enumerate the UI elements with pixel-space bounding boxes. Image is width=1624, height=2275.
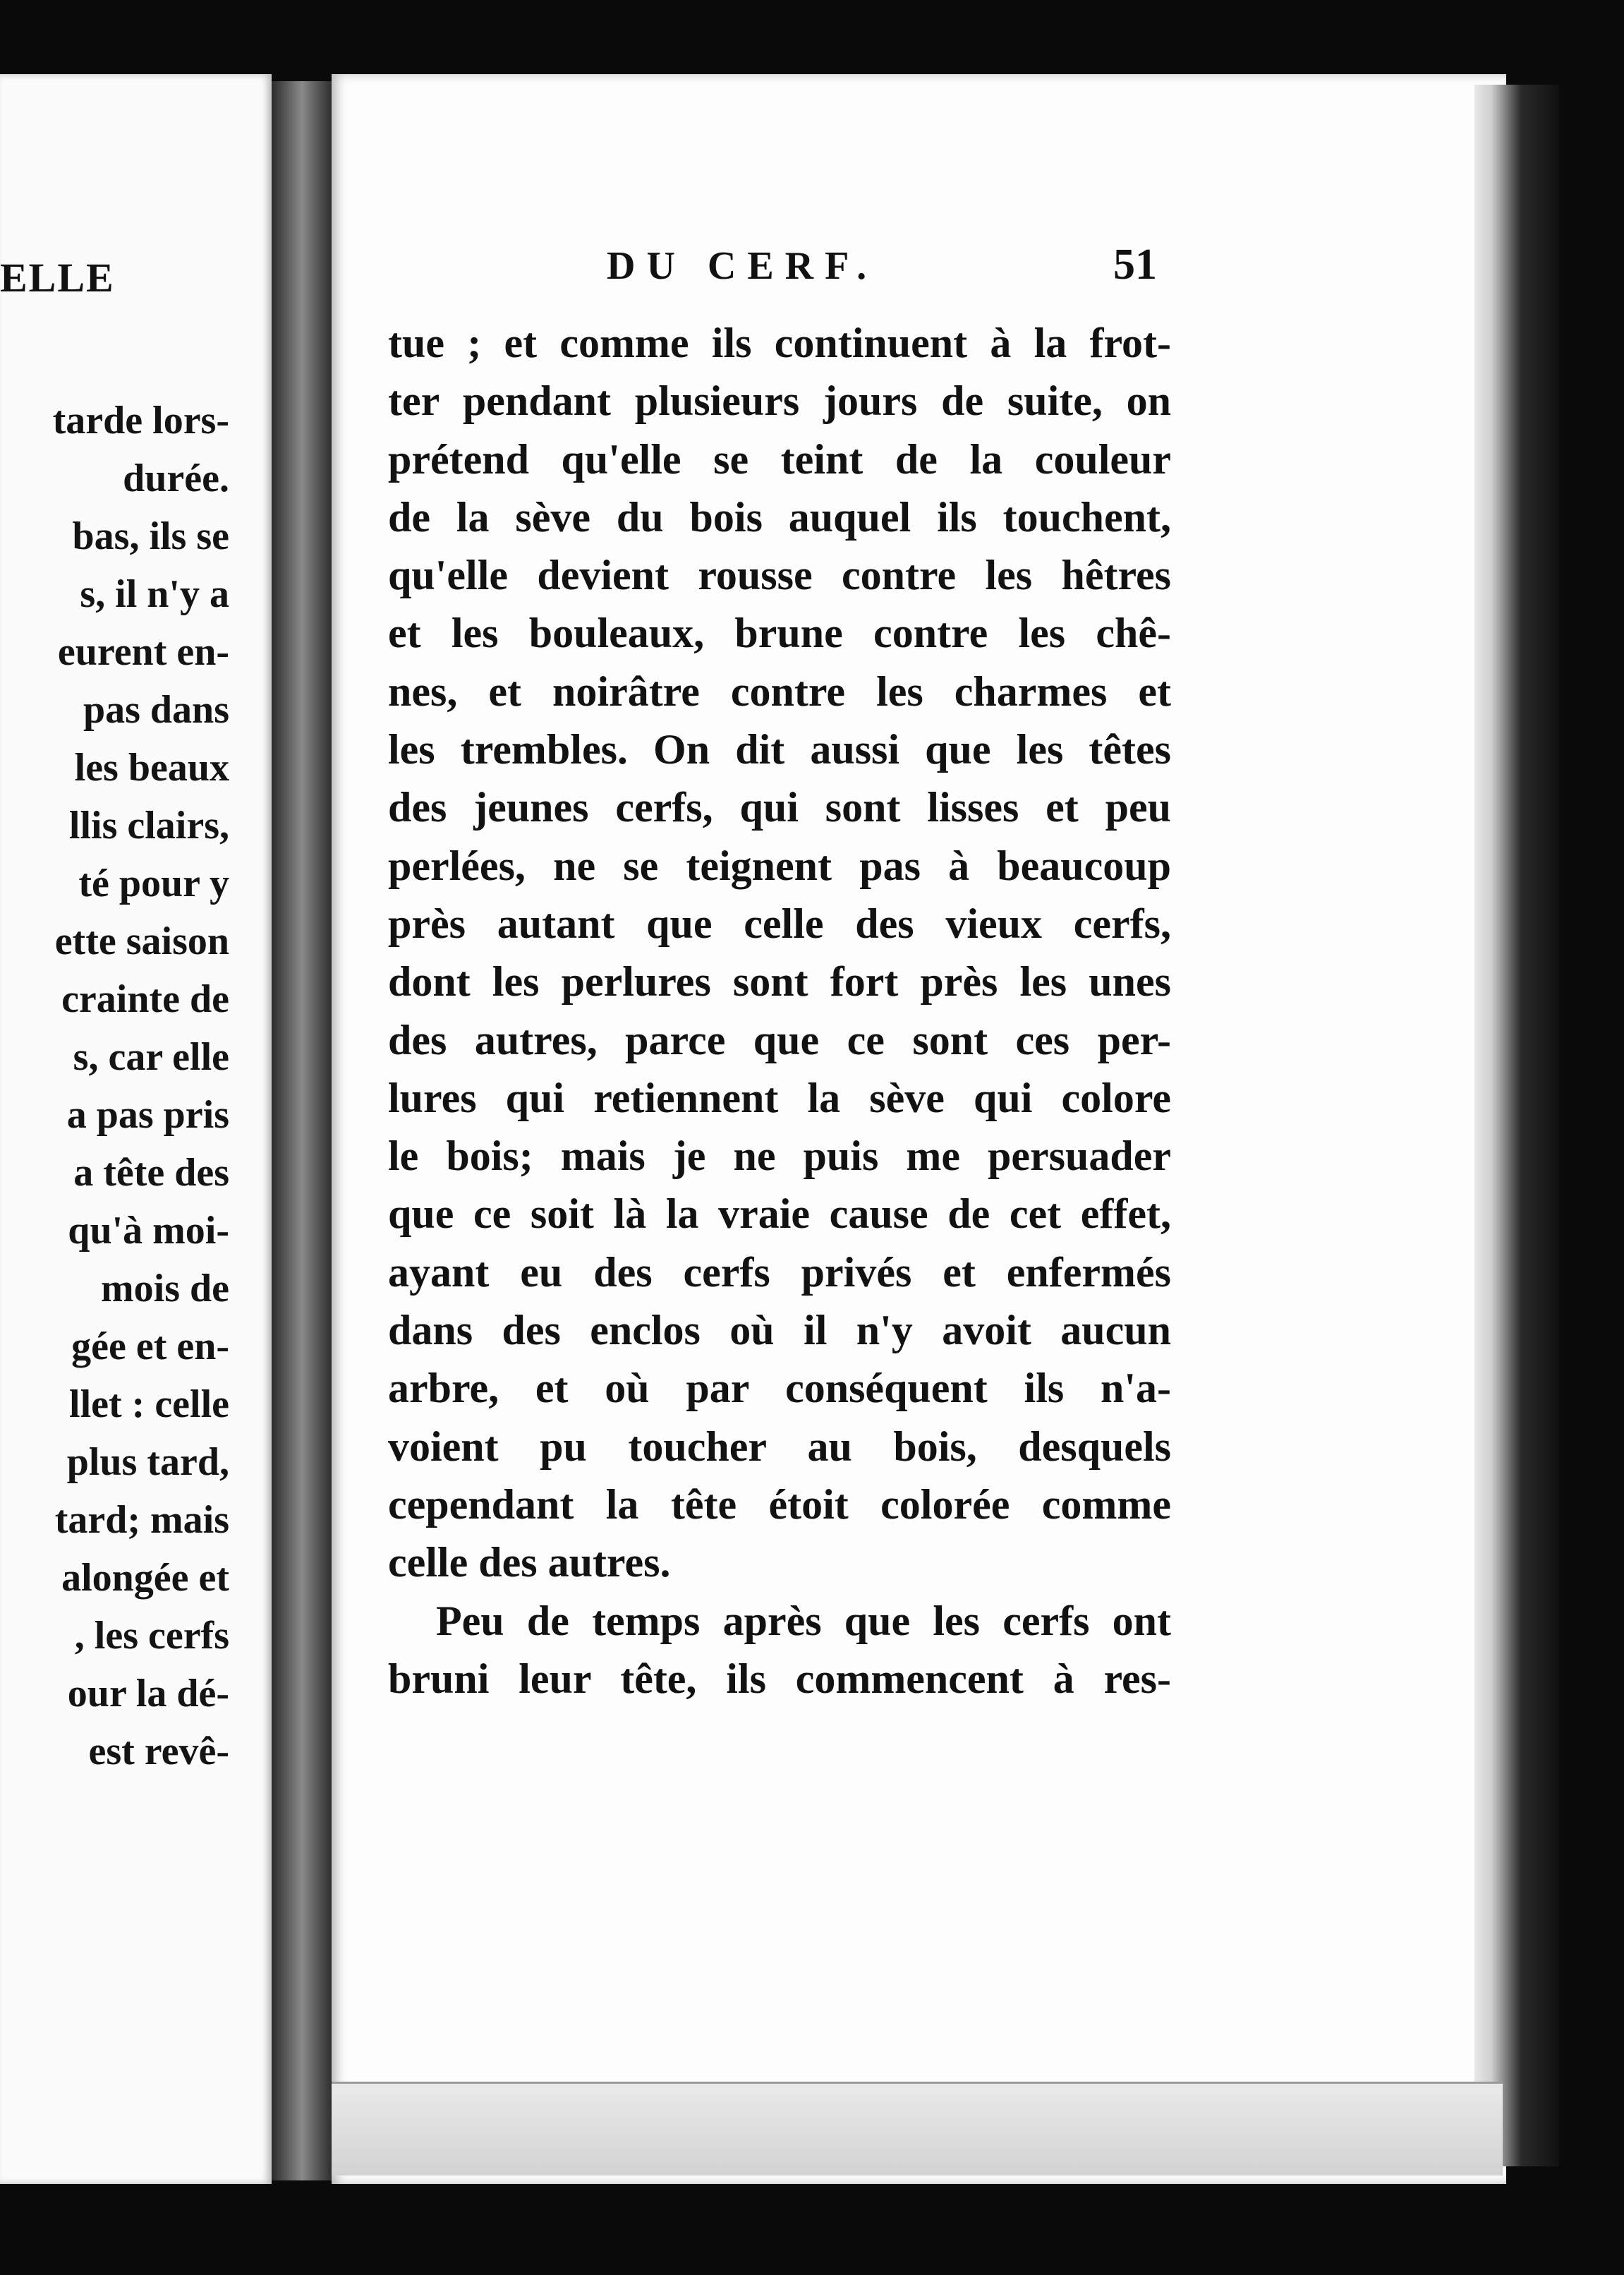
text-line: arbre, et où par conséquent ils n'a- [388, 1365, 1171, 1412]
body-text [388, 314, 1171, 1708]
text-line: dans des enclos où il n'y avoit aucun [388, 1307, 1171, 1354]
left-page-line: eurent en- [57, 630, 229, 674]
left-page-line: ette saison [54, 919, 229, 963]
left-page-line: s, car elle [73, 1035, 229, 1079]
left-page-running-head: ELLE [0, 255, 115, 301]
left-page-line: a tête des [73, 1151, 229, 1195]
text-line: et les bouleaux, brune contre les chê- [388, 610, 1171, 657]
text-line: tue ; et comme ils continuent à la frot- [388, 320, 1171, 366]
left-page-line: llet : celle [69, 1382, 229, 1426]
left-page-line: crainte de [61, 977, 229, 1021]
text-line: bruni leur tête, ils commencent à res- [388, 1655, 1171, 1702]
text-line: de la sève du bois auquel ils touchent, [388, 493, 1171, 541]
text-line: Peu de temps après que les cerfs ont [436, 1597, 1171, 1644]
left-facing-page [0, 74, 272, 2184]
page-number: 51 [1113, 241, 1157, 289]
left-page-line: bas, ils se [72, 514, 229, 558]
left-page-line: té pour y [78, 862, 229, 905]
text-line: lures qui retiennent la sève qui colore [388, 1074, 1171, 1121]
text-line: des jeunes cerfs, qui sont lisses et peu [388, 784, 1171, 831]
text-line: celle des autres. [388, 1539, 671, 1586]
left-page-line: qu'à moi- [68, 1209, 229, 1253]
text-line: dont les perlures sont fort près les unes [388, 958, 1171, 1006]
text-line: ayant eu des cerfs privés et enfermés [388, 1248, 1171, 1296]
text-line: que ce soit là la vraie cause de cet effet, [388, 1190, 1171, 1238]
text-line: qu'elle devient rousse contre les hêtres [388, 552, 1171, 599]
text-line: nes, et noirâtre contre les charmes et [388, 668, 1171, 715]
text-line: perlées, ne se teignent pas à beaucoup [388, 842, 1171, 889]
left-page-line: mois de [101, 1267, 229, 1310]
left-page-line: our la dé- [67, 1672, 229, 1715]
left-page-line: les beaux [74, 746, 229, 790]
text-line: cependant la tête étoit colorée comme [388, 1480, 1171, 1528]
text-line: le bois; mais je ne puis me persuader [388, 1133, 1171, 1180]
left-page-line: s, il n'y a [80, 572, 229, 616]
left-page-line: tard; mais [54, 1498, 229, 1542]
text-line: voient pu toucher au bois, desquels [388, 1423, 1171, 1470]
text-line: près autant que celle des vieux cerfs, [388, 900, 1171, 947]
left-page-line: durée. [123, 457, 229, 500]
left-page-line: gée et en- [71, 1324, 229, 1368]
left-page-line: plus tard, [66, 1440, 229, 1484]
page-bottom-edge [332, 2082, 1503, 2176]
running-head: DU CERF. [607, 244, 878, 288]
left-page-line: est revê- [88, 1730, 229, 1773]
text-line: ter pendant plusieurs jours de suite, on [388, 378, 1171, 425]
left-page-line: a pas pris [66, 1093, 229, 1137]
text-line: prétend qu'elle se teint de la couleur [388, 435, 1171, 483]
left-page-line: alongée et [61, 1556, 229, 1600]
left-page-line: , les cerfs [74, 1614, 229, 1658]
book-spine-gutter [272, 81, 339, 2180]
text-line: les trembles. On dit aussi que les têtes [388, 726, 1171, 773]
page-fore-edge [1474, 85, 1559, 2166]
left-page-line: pas dans [83, 688, 229, 732]
left-page-line: tarde lors- [52, 399, 229, 442]
text-line: des autres, parce que ce sont ces per- [388, 1016, 1171, 1063]
left-page-line: llis clairs, [68, 804, 229, 847]
left-page-text-block [0, 392, 229, 1780]
